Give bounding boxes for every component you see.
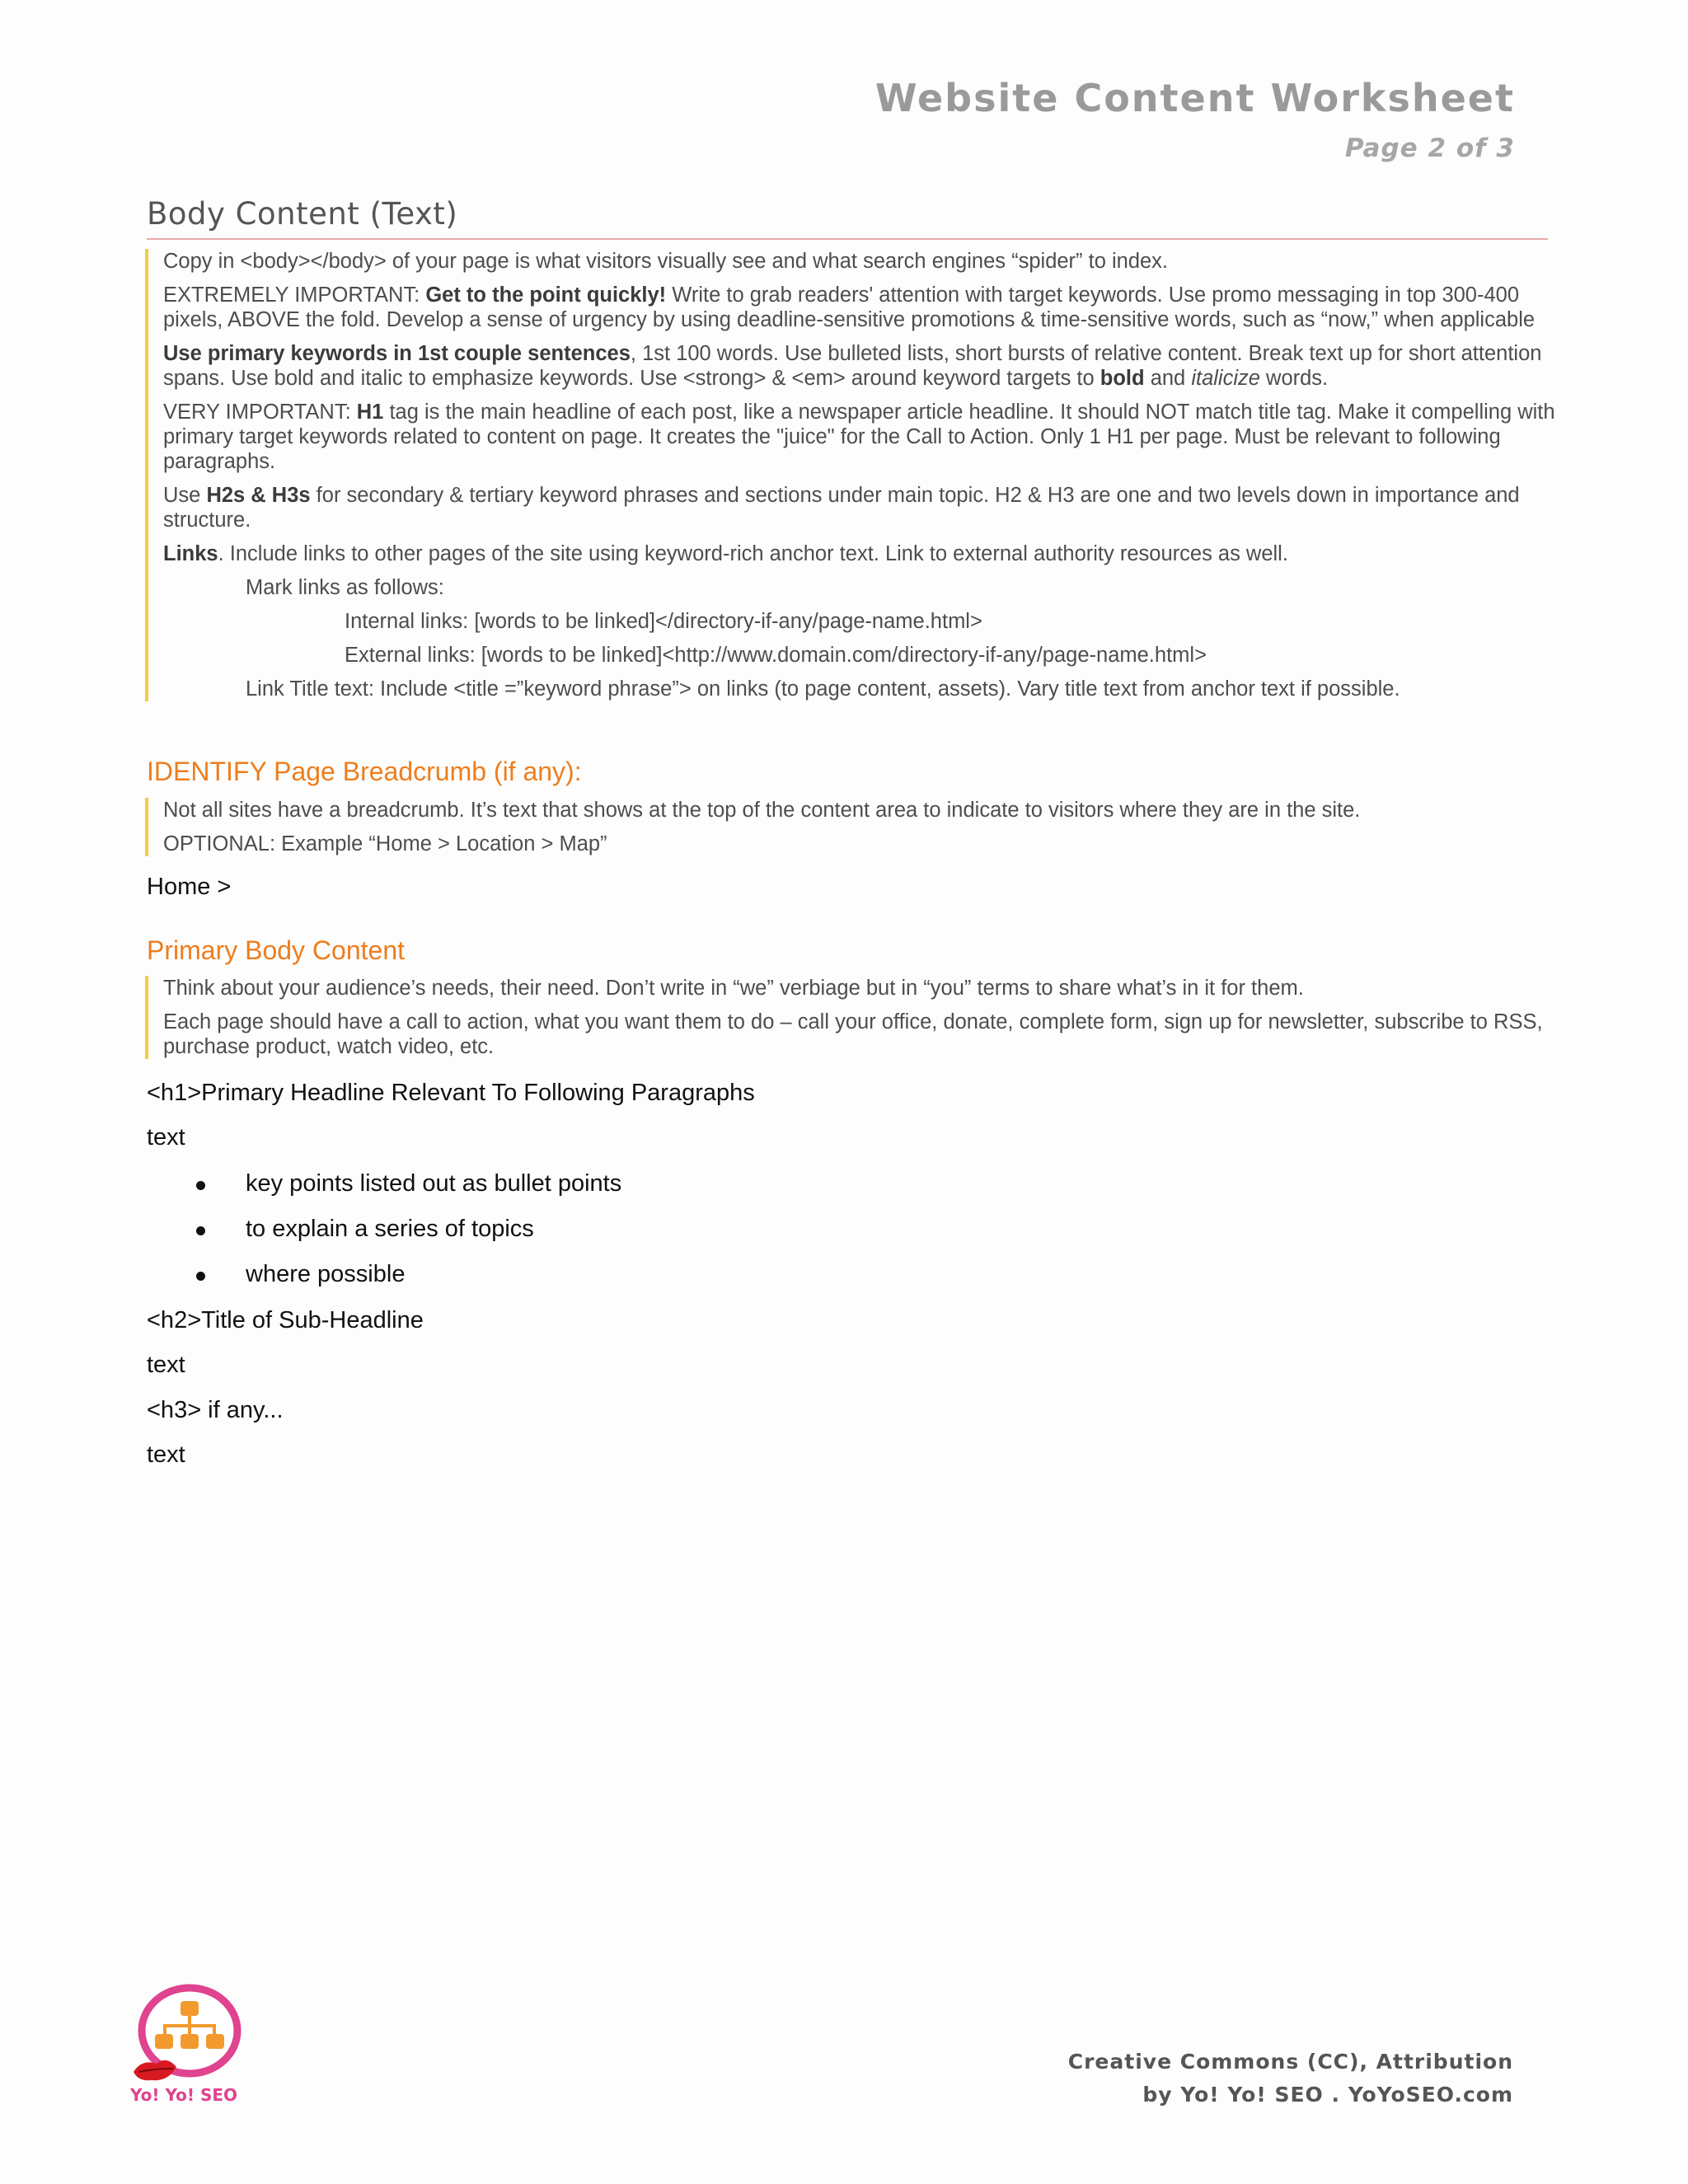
h3-placeholder: <h3> if any... [147,1397,284,1423]
audience-note: Think about your audience’s needs, their need. Don’t write in “we” verbiage but in “you” terms to share what’s in it for them. [163,977,1304,1000]
instruction-extremely-important: EXTREMELY IMPORTANT: Get to the point quickly! Write to grab readers' attention with target keywords. Use promo messaging in top 300-400 pixels, ABOVE the fold. Develop a sense of urgency by using deadline-sensitive promotions & time-sensitive words, such as “now,” when applicable [163,284,1536,331]
breadcrumb-heading: IDENTIFY Page Breadcrumb (if any): [147,757,582,786]
bullet-icon [196,1181,205,1190]
bullet-list [147,1170,621,1306]
text-placeholder: text [147,1352,185,1378]
breadcrumb-note: Not all sites have a breadcrumb. It’s text that shows at the top of the content area to indicate to visitors where they are in the site. [163,799,1361,822]
section-title: Body Content (Text) [147,196,1548,240]
instruction-mark-links: Mark links as follows: [246,576,444,599]
instruction-links: Links. Include links to other pages of the site using keyword-rich anchor text. Link to external authority resources as well. [163,542,1288,565]
instruction-primary-keywords: Use primary keywords in 1st couple sentences, 1st 100 words. Use bulleted lists, short bursts of relative content. Break text up for short attention spans. Use bold and italic to emphasize keywords. Use <strong> & <em> around keyword targets to bold and italicize words. [163,342,1542,390]
instruction-copy: Copy in <body></body> of your page is what visitors visually see and what search engines “spider” to index. [163,250,1169,273]
list-item: key points listed out as bullet points [147,1170,621,1216]
document-title: Website Content Worksheet [874,76,1515,120]
bullet-icon [196,1272,205,1281]
logo-text: Yo! Yo! SEO [130,2085,238,2105]
h2-placeholder: <h2>Title of Sub-Headline [147,1307,424,1333]
text-placeholder: text [147,1124,185,1151]
footer-credit: by Yo! Yo! SEO . YoYoSEO.com [1142,2083,1513,2107]
bullet-icon [196,1226,205,1235]
footer-attribution [1068,2046,1513,2111]
primary-body-heading: Primary Body Content [147,935,406,965]
breadcrumb-value: Home > [147,874,232,900]
instruction-h2-h3: Use H2s & H3s for secondary & tertiary keyword phrases and sections under main topic. H2 & H3 are one and two levels down in importance and structure. [163,484,1520,532]
breadcrumb-example: OPTIONAL: Example “Home > Location > Map” [163,832,607,855]
list-item: to explain a series of topics [147,1216,621,1261]
yoyoseo-logo [130,1976,246,2108]
text-placeholder: text [147,1441,185,1468]
body-content-instructions [145,249,1556,701]
call-to-action-note: Each page should have a call to action, what you want them to do – call your office, donate, complete form, sign up for newsletter, subscribe to RSS, purchase product, watch video, etc. [163,1010,1543,1058]
footer-license: Creative Commons (CC), Attribution [1067,2050,1513,2074]
instruction-external-links: External links: [words to be linked]<http://www.domain.com/directory-if-any/page-name.html> [345,644,1207,667]
breadcrumb-instructions [145,798,1556,856]
list-item: where possible [147,1261,621,1306]
page-number: Page 2 of 3 [1344,134,1515,163]
instruction-h1: VERY IMPORTANT: H1 tag is the main headline of each post, like a newspaper article headline. It should NOT match title tag. Make it compelling with primary target keywords related to content on page. It creates the "juice" for the Call to Action. Only 1 H1 per page. Must be relevant to following paragraphs. [163,401,1555,473]
h1-placeholder: <h1>Primary Headline Relevant To Following Paragraphs [147,1080,755,1106]
instruction-internal-links: Internal links: [words to be linked]</directory-if-any/page-name.html> [345,610,982,633]
instruction-link-title: Link Title text: Include <title =”keyword phrase”> on links (to page content, assets). Vary title text from anchor text if possible. [246,677,1400,701]
primary-body-instructions [145,976,1556,1059]
